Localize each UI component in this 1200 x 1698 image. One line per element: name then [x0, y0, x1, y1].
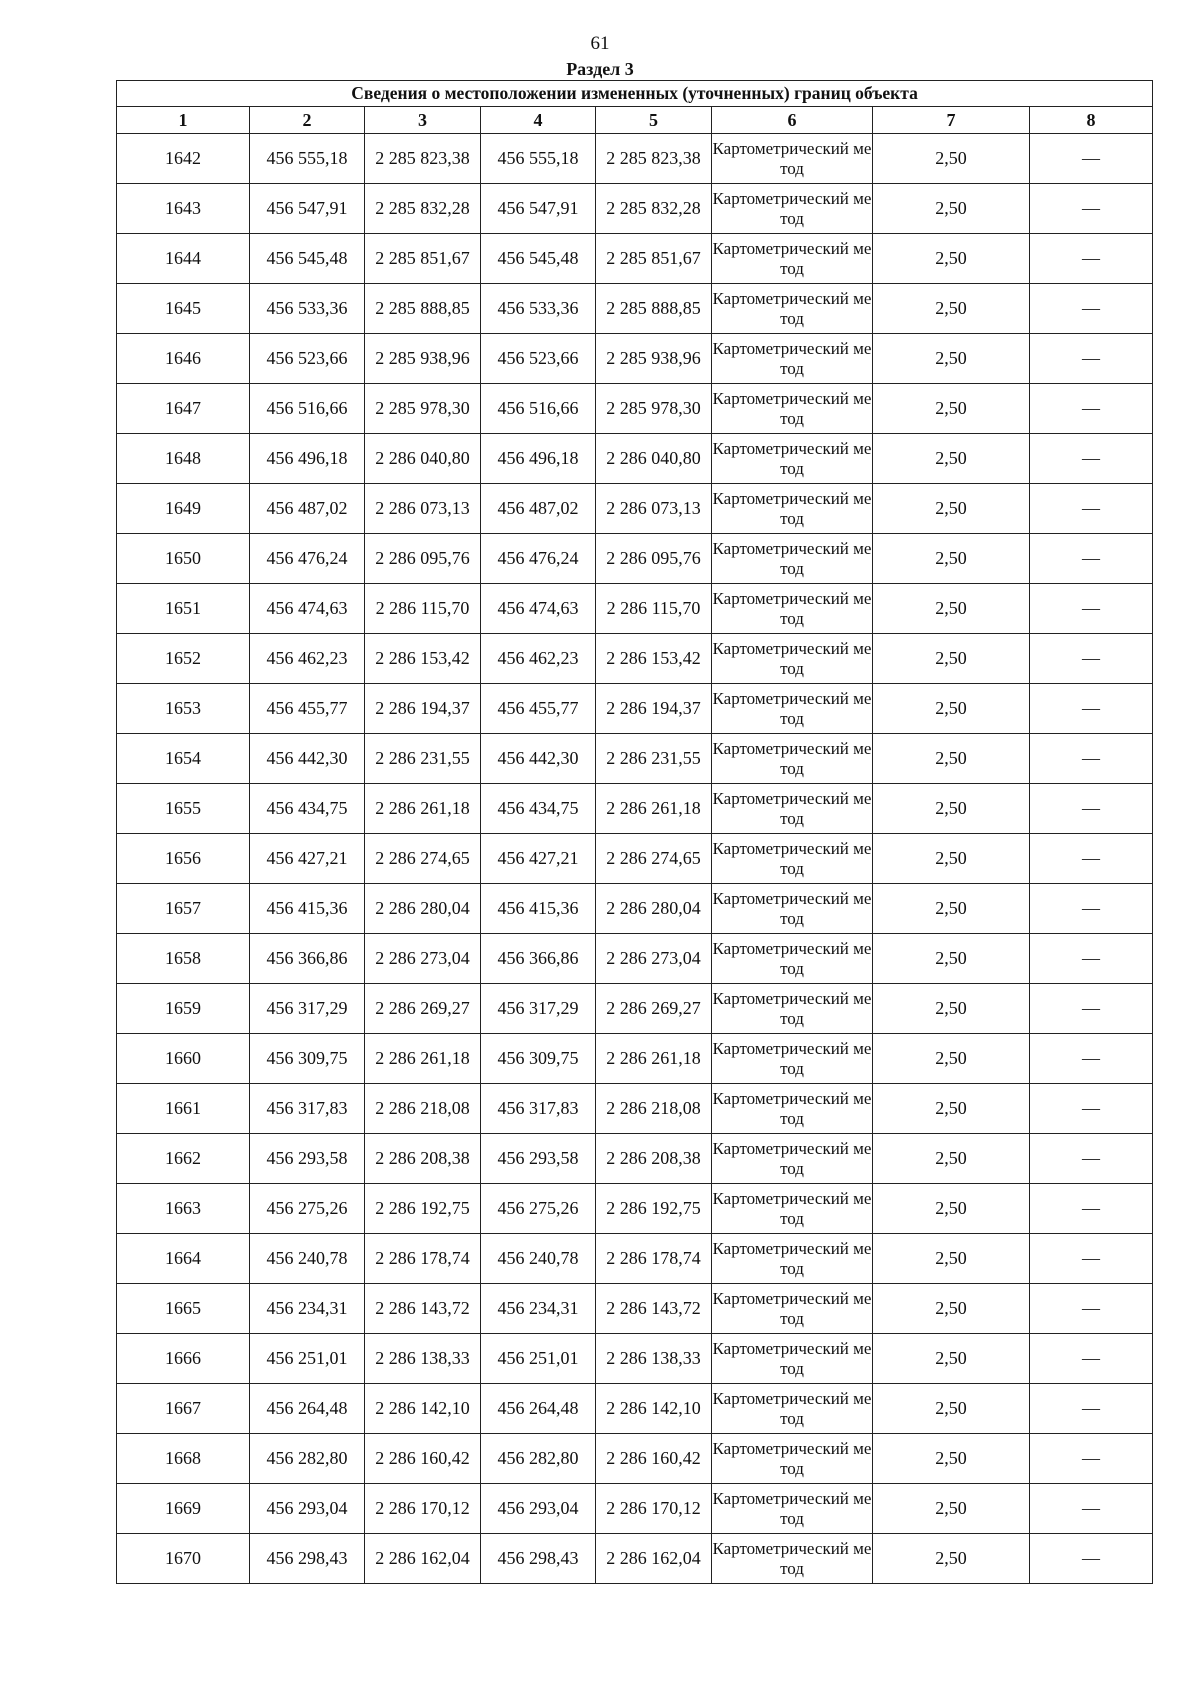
table-row [117, 1134, 1153, 1184]
cell-new-x: 456 476,24 [481, 534, 596, 584]
table-row [117, 1034, 1153, 1084]
cell-accuracy: 2,50 [873, 634, 1030, 684]
table-caption-row [117, 81, 1153, 107]
cell-point-number: 1645 [117, 284, 250, 334]
cell-old-y: 2 286 040,80 [365, 434, 481, 484]
cell-description: — [1030, 1034, 1153, 1084]
cell-accuracy: 2,50 [873, 1184, 1030, 1234]
cell-accuracy: 2,50 [873, 934, 1030, 984]
cell-accuracy: 2,50 [873, 1084, 1030, 1134]
cell-accuracy: 2,50 [873, 1384, 1030, 1434]
cell-old-x: 456 317,83 [250, 1084, 365, 1134]
column-header-5: 5 [596, 107, 712, 134]
cell-new-y: 2 286 274,65 [596, 834, 712, 884]
table-row [117, 1084, 1153, 1134]
cell-accuracy: 2,50 [873, 1284, 1030, 1334]
cell-new-x: 456 293,04 [481, 1484, 596, 1534]
cell-new-x: 456 251,01 [481, 1334, 596, 1384]
table-row [117, 1384, 1153, 1434]
cell-new-y: 2 285 823,38 [596, 134, 712, 184]
cell-old-x: 456 275,26 [250, 1184, 365, 1234]
cell-description: — [1030, 1334, 1153, 1384]
coordinates-table [116, 80, 1153, 1584]
table-row [117, 384, 1153, 434]
cell-new-x: 456 282,80 [481, 1434, 596, 1484]
cell-point-number: 1660 [117, 1034, 250, 1084]
cell-old-x: 456 442,30 [250, 734, 365, 784]
cell-accuracy: 2,50 [873, 484, 1030, 534]
cell-point-number: 1653 [117, 684, 250, 734]
cell-old-x: 456 496,18 [250, 434, 365, 484]
cell-old-x: 456 234,31 [250, 1284, 365, 1334]
cell-old-y: 2 286 162,04 [365, 1534, 481, 1584]
cell-new-x: 456 442,30 [481, 734, 596, 784]
cell-new-y: 2 286 162,04 [596, 1534, 712, 1584]
column-header-7: 7 [873, 107, 1030, 134]
cell-point-number: 1648 [117, 434, 250, 484]
cell-new-x: 456 240,78 [481, 1234, 596, 1284]
cell-new-y: 2 286 218,08 [596, 1084, 712, 1134]
cell-old-x: 456 545,48 [250, 234, 365, 284]
cell-accuracy: 2,50 [873, 684, 1030, 734]
cell-old-x: 456 476,24 [250, 534, 365, 584]
cell-old-y: 2 286 192,75 [365, 1184, 481, 1234]
cell-method: Картометрический метод [712, 734, 873, 784]
cell-method: Картометрический метод [712, 584, 873, 634]
table-row [117, 1434, 1153, 1484]
cell-new-x: 456 434,75 [481, 784, 596, 834]
cell-old-x: 456 366,86 [250, 934, 365, 984]
cell-point-number: 1655 [117, 784, 250, 834]
table-row [117, 1234, 1153, 1284]
cell-new-y: 2 286 142,10 [596, 1384, 712, 1434]
cell-point-number: 1647 [117, 384, 250, 434]
cell-point-number: 1661 [117, 1084, 250, 1134]
cell-new-y: 2 286 138,33 [596, 1334, 712, 1384]
cell-description: — [1030, 434, 1153, 484]
cell-new-x: 456 427,21 [481, 834, 596, 884]
cell-new-x: 456 415,36 [481, 884, 596, 934]
cell-new-y: 2 286 160,42 [596, 1434, 712, 1484]
cell-new-x: 456 547,91 [481, 184, 596, 234]
cell-old-y: 2 286 208,38 [365, 1134, 481, 1184]
table-row [117, 684, 1153, 734]
table-caption: Сведения о местоположении измененных (уточненных) границ объекта [117, 81, 1153, 107]
cell-method: Картометрический метод [712, 1184, 873, 1234]
cell-new-y: 2 286 194,37 [596, 684, 712, 734]
cell-new-y: 2 286 192,75 [596, 1184, 712, 1234]
cell-new-y: 2 285 851,67 [596, 234, 712, 284]
cell-point-number: 1656 [117, 834, 250, 884]
cell-description: — [1030, 834, 1153, 884]
cell-old-y: 2 286 261,18 [365, 1034, 481, 1084]
cell-method: Картометрический метод [712, 984, 873, 1034]
cell-new-y: 2 286 261,18 [596, 784, 712, 834]
cell-description: — [1030, 1384, 1153, 1434]
cell-new-x: 456 487,02 [481, 484, 596, 534]
cell-description: — [1030, 884, 1153, 934]
column-header-8: 8 [1030, 107, 1153, 134]
cell-point-number: 1659 [117, 984, 250, 1034]
table-row [117, 784, 1153, 834]
cell-new-x: 456 317,83 [481, 1084, 596, 1134]
cell-method: Картометрический метод [712, 684, 873, 734]
cell-point-number: 1662 [117, 1134, 250, 1184]
cell-accuracy: 2,50 [873, 734, 1030, 784]
cell-point-number: 1651 [117, 584, 250, 634]
cell-old-y: 2 285 978,30 [365, 384, 481, 434]
cell-old-x: 456 533,36 [250, 284, 365, 334]
cell-old-y: 2 286 153,42 [365, 634, 481, 684]
column-header-3: 3 [365, 107, 481, 134]
cell-old-y: 2 286 170,12 [365, 1484, 481, 1534]
cell-new-x: 456 309,75 [481, 1034, 596, 1084]
cell-new-y: 2 285 888,85 [596, 284, 712, 334]
table-row [117, 934, 1153, 984]
cell-description: — [1030, 1484, 1153, 1534]
cell-old-y: 2 286 115,70 [365, 584, 481, 634]
cell-old-x: 456 282,80 [250, 1434, 365, 1484]
column-header-1: 1 [117, 107, 250, 134]
table-row [117, 1534, 1153, 1584]
cell-description: — [1030, 734, 1153, 784]
cell-description: — [1030, 134, 1153, 184]
cell-accuracy: 2,50 [873, 1484, 1030, 1534]
cell-method: Картометрический метод [712, 884, 873, 934]
cell-old-x: 456 474,63 [250, 584, 365, 634]
cell-description: — [1030, 234, 1153, 284]
cell-description: — [1030, 934, 1153, 984]
cell-accuracy: 2,50 [873, 1434, 1030, 1484]
cell-method: Картометрический метод [712, 1534, 873, 1584]
cell-new-y: 2 286 273,04 [596, 934, 712, 984]
table-row [117, 334, 1153, 384]
cell-accuracy: 2,50 [873, 784, 1030, 834]
cell-point-number: 1642 [117, 134, 250, 184]
cell-point-number: 1644 [117, 234, 250, 284]
cell-new-y: 2 286 280,04 [596, 884, 712, 934]
cell-description: — [1030, 1534, 1153, 1584]
cell-description: — [1030, 584, 1153, 634]
table-row [117, 884, 1153, 934]
cell-new-y: 2 285 832,28 [596, 184, 712, 234]
cell-method: Картометрический метод [712, 1034, 873, 1084]
cell-old-y: 2 286 160,42 [365, 1434, 481, 1484]
cell-method: Картометрический метод [712, 234, 873, 284]
cell-old-x: 456 298,43 [250, 1534, 365, 1584]
cell-old-y: 2 286 142,10 [365, 1384, 481, 1434]
cell-old-x: 456 516,66 [250, 384, 365, 434]
cell-point-number: 1667 [117, 1384, 250, 1434]
cell-new-x: 456 516,66 [481, 384, 596, 434]
table-row [117, 184, 1153, 234]
cell-description: — [1030, 484, 1153, 534]
cell-new-x: 456 275,26 [481, 1184, 596, 1234]
cell-old-x: 456 487,02 [250, 484, 365, 534]
table-row [117, 1184, 1153, 1234]
cell-old-y: 2 285 888,85 [365, 284, 481, 334]
cell-old-y: 2 285 832,28 [365, 184, 481, 234]
cell-new-x: 456 474,63 [481, 584, 596, 634]
cell-old-y: 2 286 194,37 [365, 684, 481, 734]
cell-old-y: 2 286 143,72 [365, 1284, 481, 1334]
cell-method: Картометрический метод [712, 1234, 873, 1284]
table-row [117, 834, 1153, 884]
cell-new-x: 456 496,18 [481, 434, 596, 484]
cell-new-x: 456 455,77 [481, 684, 596, 734]
cell-point-number: 1646 [117, 334, 250, 384]
cell-method: Картометрический метод [712, 1084, 873, 1134]
table-row [117, 1484, 1153, 1534]
cell-method: Картометрический метод [712, 634, 873, 684]
cell-description: — [1030, 784, 1153, 834]
cell-method: Картометрический метод [712, 134, 873, 184]
cell-old-x: 456 455,77 [250, 684, 365, 734]
cell-description: — [1030, 184, 1153, 234]
cell-new-x: 456 264,48 [481, 1384, 596, 1434]
cell-description: — [1030, 1134, 1153, 1184]
cell-new-y: 2 286 231,55 [596, 734, 712, 784]
cell-method: Картометрический метод [712, 534, 873, 584]
cell-description: — [1030, 384, 1153, 434]
cell-old-y: 2 286 231,55 [365, 734, 481, 784]
cell-new-y: 2 286 115,70 [596, 584, 712, 634]
cell-old-y: 2 286 261,18 [365, 784, 481, 834]
cell-new-x: 456 545,48 [481, 234, 596, 284]
cell-old-y: 2 286 269,27 [365, 984, 481, 1034]
table-row [117, 284, 1153, 334]
cell-new-y: 2 286 178,74 [596, 1234, 712, 1284]
cell-method: Картометрический метод [712, 434, 873, 484]
cell-method: Картометрический метод [712, 484, 873, 534]
cell-point-number: 1658 [117, 934, 250, 984]
cell-accuracy: 2,50 [873, 134, 1030, 184]
cell-point-number: 1649 [117, 484, 250, 534]
cell-point-number: 1670 [117, 1534, 250, 1584]
cell-point-number: 1668 [117, 1434, 250, 1484]
cell-method: Картометрический метод [712, 784, 873, 834]
cell-new-x: 456 533,36 [481, 284, 596, 334]
cell-old-y: 2 285 823,38 [365, 134, 481, 184]
cell-accuracy: 2,50 [873, 334, 1030, 384]
cell-old-x: 456 434,75 [250, 784, 365, 834]
cell-method: Картометрический метод [712, 1384, 873, 1434]
cell-accuracy: 2,50 [873, 384, 1030, 434]
cell-description: — [1030, 634, 1153, 684]
cell-old-x: 456 317,29 [250, 984, 365, 1034]
cell-point-number: 1643 [117, 184, 250, 234]
cell-point-number: 1652 [117, 634, 250, 684]
cell-description: — [1030, 984, 1153, 1034]
cell-new-x: 456 317,29 [481, 984, 596, 1034]
cell-new-y: 2 286 269,27 [596, 984, 712, 1034]
cell-new-y: 2 286 170,12 [596, 1484, 712, 1534]
table-body [117, 134, 1153, 1584]
cell-method: Картометрический метод [712, 1434, 873, 1484]
cell-method: Картометрический метод [712, 1334, 873, 1384]
cell-old-x: 456 240,78 [250, 1234, 365, 1284]
cell-accuracy: 2,50 [873, 984, 1030, 1034]
cell-old-y: 2 286 178,74 [365, 1234, 481, 1284]
cell-old-y: 2 285 938,96 [365, 334, 481, 384]
cell-old-x: 456 555,18 [250, 134, 365, 184]
cell-old-y: 2 286 274,65 [365, 834, 481, 884]
cell-new-y: 2 286 143,72 [596, 1284, 712, 1334]
cell-old-y: 2 286 218,08 [365, 1084, 481, 1134]
cell-old-x: 456 264,48 [250, 1384, 365, 1434]
cell-old-x: 456 462,23 [250, 634, 365, 684]
cell-old-y: 2 286 273,04 [365, 934, 481, 984]
cell-old-y: 2 285 851,67 [365, 234, 481, 284]
cell-new-x: 456 462,23 [481, 634, 596, 684]
table-row [117, 634, 1153, 684]
table-row [117, 1334, 1153, 1384]
cell-point-number: 1654 [117, 734, 250, 784]
cell-description: — [1030, 1084, 1153, 1134]
cell-old-x: 456 251,01 [250, 1334, 365, 1384]
cell-new-y: 2 286 095,76 [596, 534, 712, 584]
cell-method: Картометрический метод [712, 334, 873, 384]
cell-accuracy: 2,50 [873, 584, 1030, 634]
table-row [117, 1284, 1153, 1334]
cell-old-y: 2 286 138,33 [365, 1334, 481, 1384]
cell-method: Картометрический метод [712, 284, 873, 334]
cell-old-y: 2 286 073,13 [365, 484, 481, 534]
cell-point-number: 1665 [117, 1284, 250, 1334]
cell-description: — [1030, 684, 1153, 734]
cell-accuracy: 2,50 [873, 434, 1030, 484]
table-row [117, 534, 1153, 584]
cell-method: Картометрический метод [712, 1134, 873, 1184]
cell-old-x: 456 547,91 [250, 184, 365, 234]
cell-old-y: 2 286 095,76 [365, 534, 481, 584]
cell-method: Картометрический метод [712, 1284, 873, 1334]
cell-accuracy: 2,50 [873, 1034, 1030, 1084]
cell-description: — [1030, 1434, 1153, 1484]
cell-accuracy: 2,50 [873, 1334, 1030, 1384]
cell-point-number: 1666 [117, 1334, 250, 1384]
cell-accuracy: 2,50 [873, 834, 1030, 884]
table-row [117, 134, 1153, 184]
cell-description: — [1030, 1234, 1153, 1284]
cell-method: Картометрический метод [712, 934, 873, 984]
column-header-row [117, 107, 1153, 134]
cell-method: Картометрический метод [712, 834, 873, 884]
cell-new-y: 2 286 073,13 [596, 484, 712, 534]
column-header-4: 4 [481, 107, 596, 134]
cell-new-y: 2 286 040,80 [596, 434, 712, 484]
cell-new-y: 2 285 938,96 [596, 334, 712, 384]
cell-new-y: 2 286 153,42 [596, 634, 712, 684]
cell-point-number: 1663 [117, 1184, 250, 1234]
cell-accuracy: 2,50 [873, 534, 1030, 584]
section-title: Раздел 3 [566, 59, 634, 79]
cell-accuracy: 2,50 [873, 1134, 1030, 1184]
cell-new-y: 2 285 978,30 [596, 384, 712, 434]
table-row [117, 984, 1153, 1034]
cell-new-x: 456 293,58 [481, 1134, 596, 1184]
page-number: 61 [590, 33, 610, 54]
cell-accuracy: 2,50 [873, 884, 1030, 934]
cell-new-x: 456 555,18 [481, 134, 596, 184]
cell-old-x: 456 415,36 [250, 884, 365, 934]
cell-new-x: 456 366,86 [481, 934, 596, 984]
cell-accuracy: 2,50 [873, 284, 1030, 334]
table-row [117, 584, 1153, 634]
cell-old-x: 456 309,75 [250, 1034, 365, 1084]
cell-old-x: 456 293,58 [250, 1134, 365, 1184]
cell-method: Картометрический метод [712, 1484, 873, 1534]
cell-method: Картометрический метод [712, 184, 873, 234]
cell-point-number: 1650 [117, 534, 250, 584]
cell-accuracy: 2,50 [873, 1534, 1030, 1584]
cell-old-x: 456 427,21 [250, 834, 365, 884]
cell-point-number: 1664 [117, 1234, 250, 1284]
cell-description: — [1030, 284, 1153, 334]
cell-accuracy: 2,50 [873, 234, 1030, 284]
table-row [117, 734, 1153, 784]
cell-new-x: 456 234,31 [481, 1284, 596, 1334]
cell-old-x: 456 523,66 [250, 334, 365, 384]
column-header-2: 2 [250, 107, 365, 134]
cell-method: Картометрический метод [712, 384, 873, 434]
cell-description: — [1030, 534, 1153, 584]
table-row [117, 484, 1153, 534]
cell-description: — [1030, 1184, 1153, 1234]
cell-description: — [1030, 1284, 1153, 1334]
cell-accuracy: 2,50 [873, 1234, 1030, 1284]
cell-old-x: 456 293,04 [250, 1484, 365, 1534]
cell-old-y: 2 286 280,04 [365, 884, 481, 934]
column-header-6: 6 [712, 107, 873, 134]
table-row [117, 234, 1153, 284]
cell-new-y: 2 286 261,18 [596, 1034, 712, 1084]
cell-description: — [1030, 334, 1153, 384]
cell-point-number: 1669 [117, 1484, 250, 1534]
cell-new-x: 456 523,66 [481, 334, 596, 384]
cell-new-y: 2 286 208,38 [596, 1134, 712, 1184]
cell-new-x: 456 298,43 [481, 1534, 596, 1584]
table-row [117, 434, 1153, 484]
cell-accuracy: 2,50 [873, 184, 1030, 234]
cell-point-number: 1657 [117, 884, 250, 934]
